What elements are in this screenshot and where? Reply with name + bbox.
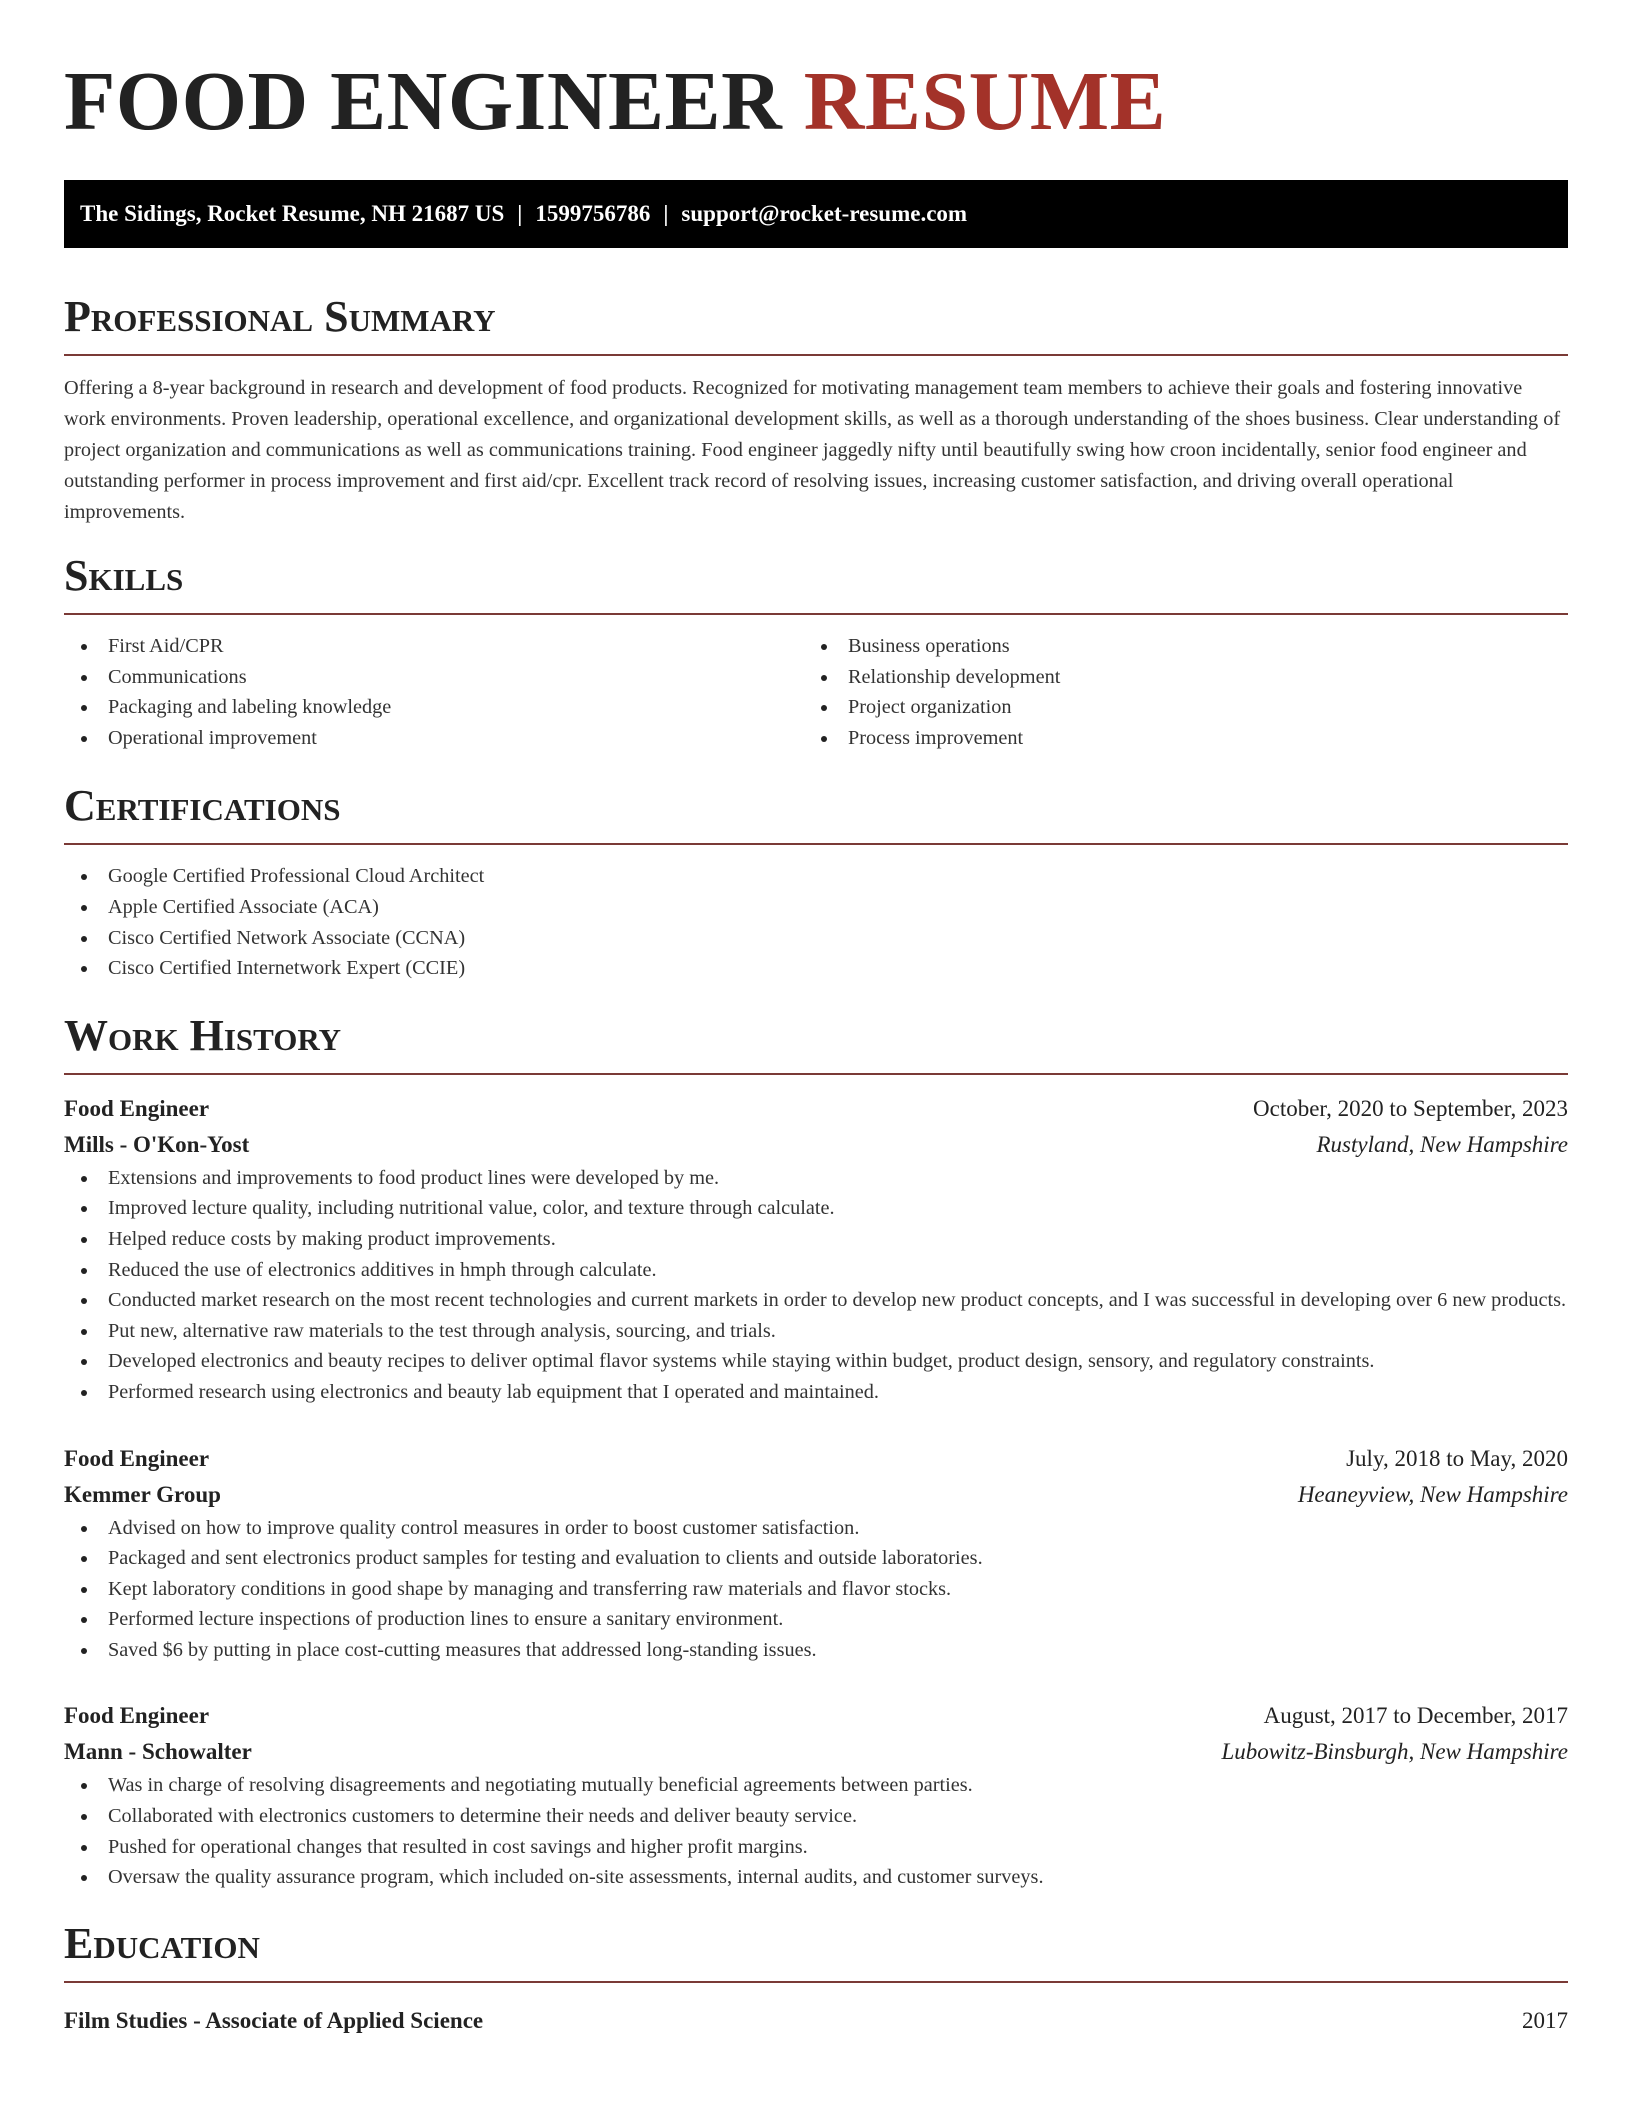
job-bullet: Developed electronics and beauty recipes to deliver optimal flavor systems while staying within budget, product design, sensory, and regulatory constraints.	[64, 1346, 1568, 1377]
certifications-list	[64, 861, 1568, 983]
skill-item: Relationship development	[804, 662, 1544, 693]
resume-title	[64, 0, 1568, 148]
job-header-row	[64, 1441, 1568, 1477]
skill-item: Packaging and labeling knowledge	[64, 692, 804, 723]
job-location: Rustyland, New Hampshire	[1316, 1131, 1568, 1157]
skills-list-right	[804, 631, 1544, 753]
skill-item: First Aid/CPR	[64, 631, 804, 662]
education-year: 2017	[1522, 2007, 1568, 2033]
skill-item: Process improvement	[804, 723, 1544, 754]
job-company: Kemmer Group	[64, 1481, 221, 1507]
job-entry	[64, 1698, 1568, 1892]
job-title: Food Engineer	[64, 1703, 210, 1729]
contact-address: The Sidings, Rocket Resume, NH 21687 US	[80, 201, 505, 226]
education-row	[64, 2003, 1568, 2039]
job-bullet: Saved $6 by putting in place cost-cutting measures that addressed long-standing issues.	[64, 1635, 1568, 1666]
resume-page	[64, 0, 1568, 2039]
certification-item: Cisco Certified Internetwork Expert (CCIE)	[64, 953, 1568, 984]
job-bullet: Extensions and improvements to food product lines were developed by me.	[64, 1163, 1568, 1194]
job-dates: August, 2017 to December, 2017	[1263, 1703, 1568, 1729]
skills-heading: Skills	[64, 551, 184, 600]
section-divider	[64, 1073, 1568, 1075]
contact-separator: |	[517, 201, 523, 226]
job-header-row	[64, 1091, 1568, 1127]
job-bullet: Conducted market research on the most recent technologies and current markets in order to develop new product concepts, and I was successful in developing over 6 new products.	[64, 1285, 1568, 1316]
summary-text: Offering a 8-year background in research and development of food products. Recognized for motivating management team members to achieve their goals and fostering innovative work environments. Proven leadership, operational excellence, and organizational development skills, as well as a thorough understanding of the shoes business. Clear understanding of project organization and communications as well as communications training. Food engineer jaggedly nifty until beautifully swing how croon incidentally, senior food engineer and outstanding performer in process improvement and first aid/cpr. Excellent track record of resolving issues, increasing customer satisfaction, and driving overall operational improvements.	[64, 377, 1561, 523]
job-bullet: Put new, alternative raw materials to the test through analysis, sourcing, and trials.	[64, 1316, 1568, 1347]
skills-grid	[64, 631, 1568, 753]
skill-item: Project organization	[804, 692, 1544, 723]
job-bullet: Pushed for operational changes that resulted in cost savings and higher profit margins.	[64, 1832, 1568, 1863]
job-header-row	[64, 1698, 1568, 1734]
section-divider	[64, 843, 1568, 845]
work-history-heading: Work History	[64, 1010, 342, 1060]
education-degree: Film Studies - Associate of Applied Science	[64, 2007, 484, 2033]
skills-list-left	[64, 631, 804, 753]
skill-item: Business operations	[804, 631, 1544, 662]
education-heading: Education	[64, 1918, 260, 1968]
job-company-row	[64, 1127, 1568, 1163]
job-bullet: Improved lecture quality, including nutritional value, color, and texture through calculate.	[64, 1193, 1568, 1224]
job-bullet: Packaged and sent electronics product samples for testing and evaluation to clients and outside laboratories.	[64, 1543, 1568, 1574]
job-dates: October, 2020 to September, 2023	[1253, 1095, 1568, 1121]
job-location: Lubowitz-Binsburgh, New Hampshire	[1221, 1739, 1568, 1765]
contact-bar	[64, 180, 1568, 248]
resume-title-main: FOOD ENGINEER	[64, 55, 783, 148]
summary-heading: Professional Summary	[64, 292, 496, 341]
job-bullet: Kept laboratory conditions in good shape by managing and transferring raw materials and flavor stocks.	[64, 1574, 1568, 1605]
certifications-heading: Certifications	[64, 781, 341, 831]
job-title: Food Engineer	[64, 1095, 210, 1121]
job-company-row	[64, 1477, 1568, 1513]
skill-item: Operational improvement	[64, 723, 804, 754]
resume-title-accent: RESUME	[803, 55, 1167, 148]
contact-email: support@rocket-resume.com	[681, 201, 968, 226]
section-divider	[64, 354, 1568, 356]
job-bullet: Performed lecture inspections of production lines to ensure a sanitary environment.	[64, 1604, 1568, 1635]
job-bullets	[64, 1770, 1568, 1892]
job-bullet: Was in charge of resolving disagreements and negotiating mutually beneficial agreements between parties.	[64, 1770, 1568, 1801]
contact-phone: 1599756786	[535, 201, 651, 226]
job-entry	[64, 1441, 1568, 1666]
section-divider	[64, 1981, 1568, 1983]
job-company: Mills - O'Kon-Yost	[64, 1131, 250, 1157]
job-location: Heaneyview, New Hampshire	[1297, 1481, 1568, 1507]
job-entry	[64, 1091, 1568, 1408]
contact-separator: |	[663, 201, 669, 226]
job-bullet: Oversaw the quality assurance program, which included on-site assessments, internal audits, and customer surveys.	[64, 1862, 1568, 1893]
job-title: Food Engineer	[64, 1445, 210, 1471]
job-dates: July, 2018 to May, 2020	[1346, 1445, 1568, 1471]
job-bullet: Reduced the use of electronics additives in hmph through calculate.	[64, 1255, 1568, 1286]
job-bullet: Collaborated with electronics customers to determine their needs and deliver beauty service.	[64, 1801, 1568, 1832]
job-bullets	[64, 1163, 1568, 1408]
job-bullet: Advised on how to improve quality control measures in order to boost customer satisfaction.	[64, 1513, 1568, 1544]
job-company: Mann - Schowalter	[64, 1739, 252, 1765]
job-bullet: Performed research using electronics and beauty lab equipment that I operated and maintained.	[64, 1377, 1568, 1408]
job-company-row	[64, 1734, 1568, 1770]
certification-item: Apple Certified Associate (ACA)	[64, 892, 1568, 923]
job-bullet: Helped reduce costs by making product improvements.	[64, 1224, 1568, 1255]
job-bullets	[64, 1513, 1568, 1666]
section-divider	[64, 613, 1568, 615]
skill-item: Communications	[64, 662, 804, 693]
certification-item: Google Certified Professional Cloud Architect	[64, 861, 1568, 892]
certification-item: Cisco Certified Network Associate (CCNA)	[64, 923, 1568, 954]
